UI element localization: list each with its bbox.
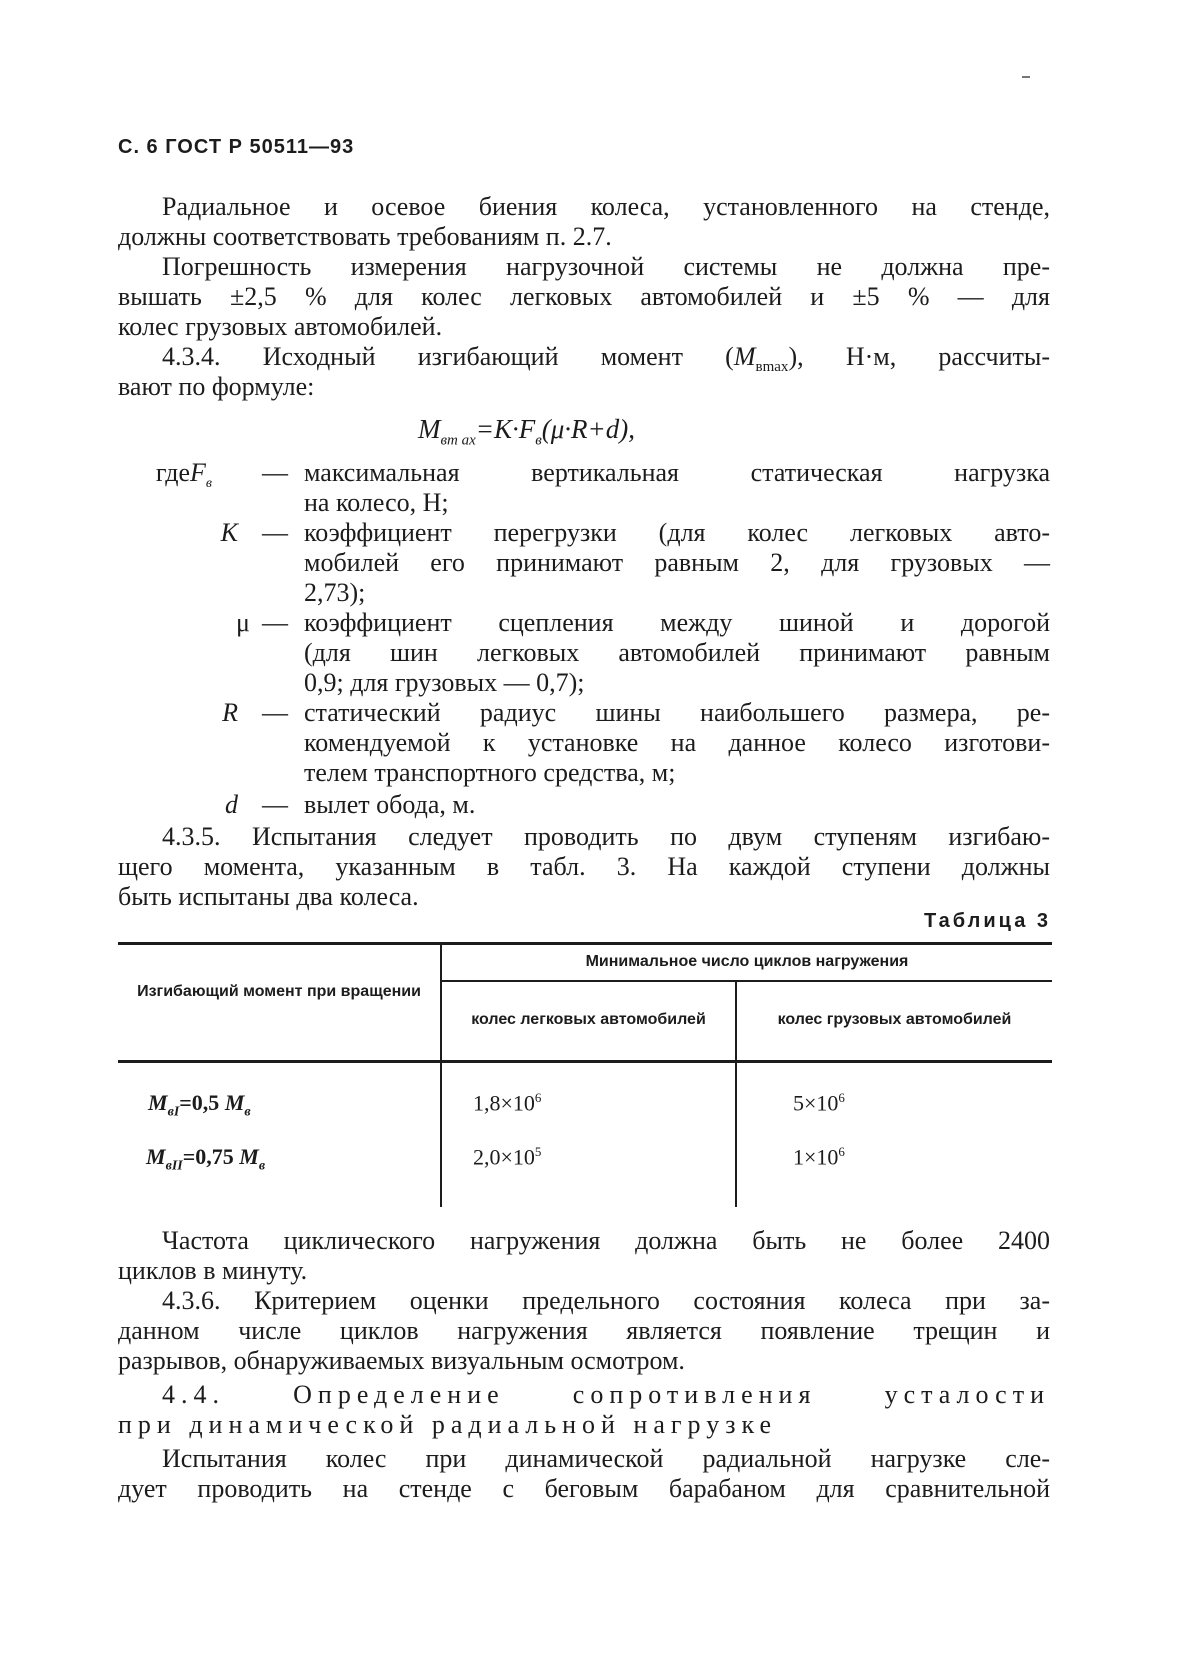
- paragraph-line: дует проводить на стенде с беговым барабаном для сравнительной: [118, 1474, 1050, 1503]
- paragraph-line: 4.3.4. Исходный изгибающий момент $(M_{вmax})$, Н·м, рассчиты-: [162, 342, 1051, 376]
- definition-line: коэффициент перегрузки (для колес легковых авто-: [304, 518, 1050, 547]
- table-cell-moment: $M_{вI}=0,5$ $M_в$: [148, 1090, 251, 1120]
- definition-symbol: R: [222, 698, 238, 727]
- paragraph-line: разрывов, обнаруживаемых визуальным осмотром.: [118, 1346, 685, 1375]
- paragraph-line: Радиальное и осевое биения колеса, установленного на стенде,: [162, 192, 1050, 221]
- table-cell-passenger: $1,8\times 10^6$: [473, 1090, 542, 1116]
- section-heading: при динамической радиальной нагрузке: [118, 1410, 778, 1439]
- table-cell-passenger: $2,0\times 10^5$: [473, 1144, 542, 1170]
- section-heading: 4.4. Определение сопротивления усталости: [162, 1380, 1050, 1409]
- definition-dash: —: [262, 518, 288, 547]
- definition-symbol: μ: [236, 608, 250, 637]
- definition-dash: —: [262, 458, 288, 487]
- definition-symbol: K: [220, 518, 238, 547]
- definition-line: на колесо, Н;: [304, 488, 449, 517]
- paragraph-line: Испытания колес при динамической радиальной нагрузке сле-: [162, 1444, 1050, 1473]
- paragraph-line: щего момента, указанным в табл. 3. На каждой ступени должны: [118, 852, 1050, 881]
- definition-line: коэффициент сцепления между шиной и дорогой: [304, 608, 1050, 637]
- paragraph-line: данном числе циклов нагружения является появление трещин и: [118, 1316, 1050, 1345]
- paragraph-line: циклов в минуту.: [118, 1256, 308, 1285]
- scan-mark: [1022, 76, 1030, 78]
- definition-line: 0,9; для грузовых — 0,7);: [304, 668, 585, 697]
- definition-line: статический радиус шины наибольшего размера, ре-: [304, 698, 1050, 727]
- col-header-passenger: колес легковых автомобилей: [471, 1011, 706, 1028]
- table-caption: Таблица 3: [923, 910, 1051, 932]
- table-header-rule: [118, 1060, 1052, 1063]
- definition-line: мобилей его принимают равным 2, для грузовых —: [304, 548, 1050, 577]
- paragraph-line: Погрешность измерения нагрузочной системы не должна пре-: [162, 252, 1050, 281]
- where-label: где: [155, 458, 190, 487]
- table-cell-truck: $5\times 10^6$: [793, 1090, 845, 1116]
- definition-line: (для шин легковых автомобилей принимают равным: [304, 638, 1050, 667]
- col-header-truck: колес грузовых автомобилей: [777, 1011, 1012, 1028]
- col-header-moment: Изгибающий момент при вращении: [137, 983, 421, 1000]
- paragraph-line: вают по формуле:: [118, 372, 315, 401]
- definition-line: телем транспортного средства, м;: [304, 758, 676, 787]
- definition-line: максимальная вертикальная статическая нагрузка: [304, 458, 1050, 487]
- page-header: С. 6 ГОСТ Р 50511—93: [118, 136, 355, 158]
- cycles-table: [118, 942, 1052, 1207]
- definition-symbol: d: [225, 790, 238, 819]
- definition-symbol: $F_в$: [190, 458, 212, 492]
- paragraph-line: Частота циклического нагружения должна быть не более 2400: [162, 1226, 1050, 1255]
- table-column-divider: [440, 942, 442, 1207]
- definition-dash: —: [262, 698, 288, 727]
- bending-moment-formula: $M_{вm ax}=K\cdot F_в(\mu\cdot R+d)$,: [418, 414, 636, 449]
- definition-line: комендуемой к установке на данное колесо изготови-: [304, 728, 1050, 757]
- group-header-cycles: Минимальное число циклов нагружения: [585, 953, 909, 970]
- definition-dash: —: [262, 790, 288, 819]
- paragraph-line: быть испытаны два колеса.: [118, 882, 419, 911]
- table-cell-moment: $M_{вII}=0,75$ $M_в$: [146, 1144, 266, 1174]
- paragraph-line: вышать ±2,5 % для колес легковых автомобилей и ±5 % — для: [118, 282, 1050, 311]
- paragraph-line: 4.3.6. Критерием оценки предельного состояния колеса при за-: [162, 1286, 1050, 1315]
- table-top-rule: [118, 942, 1052, 945]
- paragraph-line: колес грузовых автомобилей.: [118, 312, 443, 341]
- definition-dash: —: [262, 608, 288, 637]
- table-group-rule: [440, 980, 1052, 982]
- table-cell-truck: $1\times 10^6$: [793, 1144, 845, 1170]
- paragraph-line: должны соответствовать требованиям п. 2.7.: [118, 222, 612, 251]
- paragraph-line: 4.3.5. Испытания следует проводить по двум ступеням изгибаю-: [162, 822, 1050, 851]
- definition-line: вылет обода, м.: [304, 790, 476, 819]
- definition-line: 2,73);: [304, 578, 366, 607]
